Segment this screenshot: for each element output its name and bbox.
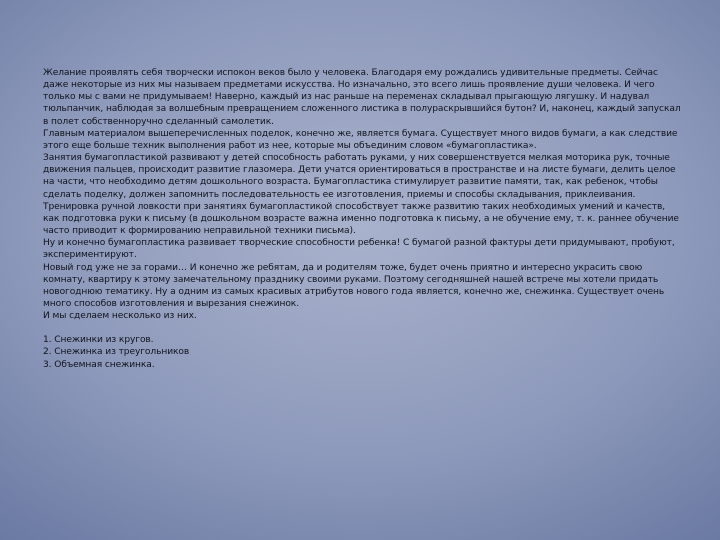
- paragraph-benefits: Занятия бумагопластикой развивают у детей способность работать руками, у них совершенствуется мелкая моторика рук, точные движения пальцев, происходит развитие глазомера. Дети учатся ориентироваться в пространстве и на листе бумаги, делить целое на части, что необходимо детям дошкольного возраста. Бумагопластика стимулирует развитие памяти, так, как ребенок, чтобы сделать поделку, должен запомнить последовательность ее изготовления, приемы и способы складывания, приклеивания. Тренировка ручной ловкости при занятиях бумагопластикой способствует также развитию таких необходимых умений и качеств, как подготовка руки к письму (в дошкольном возрасте важна именно подготовка к письму, а не обучение ему, т. к. раннее обучение часто приводит к формированию неправильной техники письма).: [43, 153, 679, 237]
- paragraph-closing: И мы сделаем несколько из них.: [43, 311, 197, 322]
- paragraph-material: Главным материалом вышеперечисленных поделок, конечно же, является бумага. Существует много видов бумаги, а как следствие этого еще больше техник выполнения работ из нее, которые мы объединим словом «бумагопластика».: [43, 128, 678, 151]
- text-body: [43, 67, 683, 371]
- paragraph-creativity: Ну и конечно бумагопластика развивает творческие способности ребенка! С бумагой разной фактуры дети придумывают, пробуют, экспериментируют.: [43, 238, 675, 261]
- paragraph-intro: Желание проявлять себя творчески испокон веков было у человека. Благодаря ему рождались удивительные предметы. Сейчас даже некоторые из них мы называем предметами искусства. Но изначально, это всего лишь проявление души человека. И чего только мы с вами не придумываем! Наверно, каждый из нас раньше на переменах складывал прыгающую лягушку. И надувал тюльпанчик, наблюдая за волшебным превращением сложенного листика в полураскрывшийся бутон? И, наконец, каждый запускал в полет собственноручно сделанный самолетик.: [43, 68, 681, 127]
- list-item: 1. Снежинки из кругов.: [43, 335, 154, 346]
- list-item: 2. Снежинка из треугольников: [43, 347, 190, 358]
- list-item: 3. Объемная снежинка.: [43, 359, 155, 370]
- paragraph-new-year: Новый год уже не за горами… И конечно же ребятам, да и родителям тоже, будет очень приятно и интересно украсить свою комнату, квартиру к этому замечательному празднику своими руками. Поэтому сегодняшней нашей встрече мы хотели придать новогоднюю тематику. Ну а одним из самых красивых атрибутов нового года является, конечно же, снежинка. Существует очень много способов изготовления и вырезания снежинок.: [43, 262, 665, 309]
- snowflake-list: [43, 334, 683, 370]
